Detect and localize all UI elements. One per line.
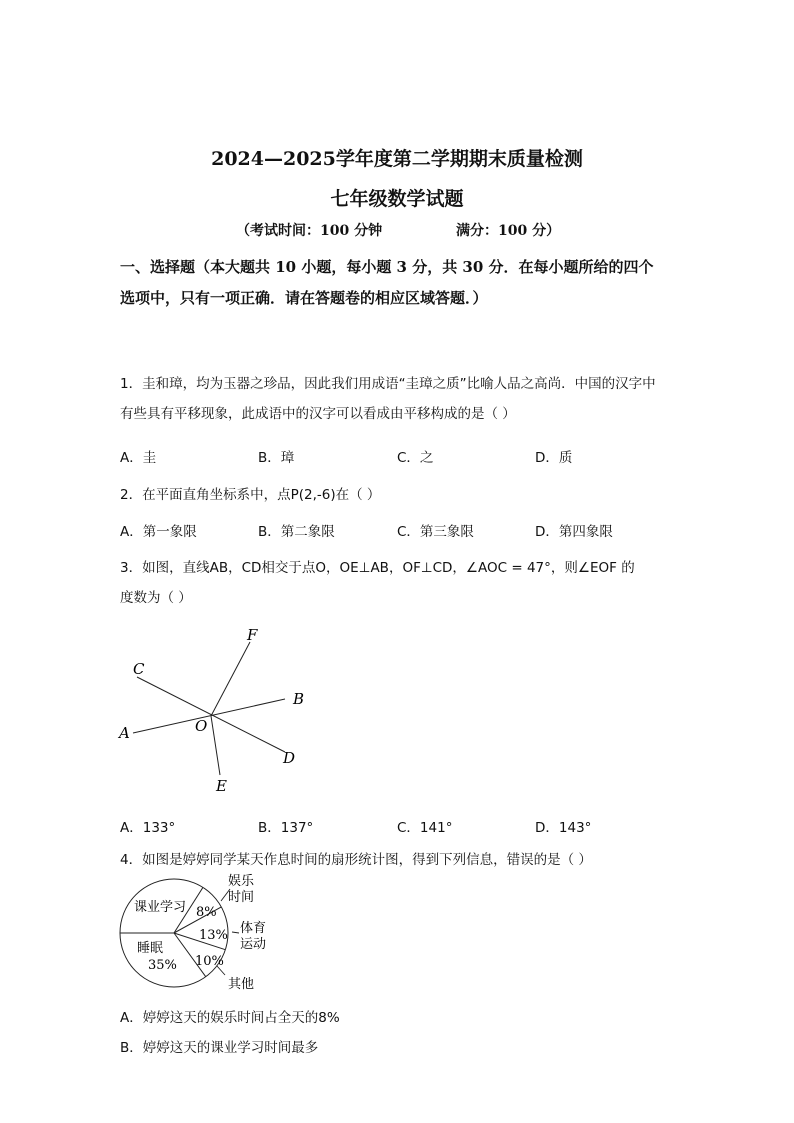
pie-label-other: 其他 (228, 977, 255, 992)
section-heading-line1: 一、选择题（本大题共 10 小题，每小题 3 分，共 30 分．在每小题所给的四个 (120, 258, 654, 276)
q1-option-d: D．质 (535, 450, 573, 466)
q1-option-c: C．之 (397, 450, 434, 466)
pie-value-sports: 13% (199, 928, 228, 943)
q4-line1: 4．如图是婷婷同学某天作息时间的扇形统计图，得到下列信息，错误的是（ ） (120, 852, 592, 868)
pie-label-sports-2: 运动 (240, 937, 267, 952)
ray-of (211, 642, 250, 716)
q1-option-b: B．璋 (258, 450, 295, 466)
pie-value-other: 10% (195, 954, 224, 969)
q1-line1: 1．圭和璋，均为玉器之珍品，因此我们用成语“圭璋之质”比喻人品之高尚．中国的汉字中 (120, 376, 656, 392)
q3-option-b: B．137° (258, 820, 314, 836)
pie-value-sleep: 35% (148, 958, 177, 973)
q2-line1: 2．在平面直角坐标系中，点P(2,-6)在（ ） (120, 487, 381, 503)
pie-label-entertainment-1: 娱乐 (228, 874, 255, 889)
q3-line1: 3．如图，直线AB，CD相交于点O，OE⊥AB，OF⊥CD，∠AOC = 47°，则∠EOF 的 (120, 560, 635, 576)
q1-option-a: A．圭 (120, 450, 157, 466)
q4-option-a: A．婷婷这天的娱乐时间占全天的8% (120, 1010, 340, 1026)
exam-title: 2024—2025学年度第二学期期末质量检测 (211, 148, 583, 170)
q2-option-b: B．第二象限 (258, 524, 335, 540)
label-c: C (133, 660, 145, 678)
label-a: A (119, 724, 130, 742)
q2-option-c: C．第三象限 (397, 524, 474, 540)
exam-score: 满分：100 分） (456, 223, 561, 239)
label-f: F (247, 626, 258, 644)
exam-time: （考试时间：100 分钟 (236, 223, 383, 239)
pie-label-entertainment-2: 时间 (228, 890, 255, 905)
q1-line2: 有些具有平移现象，此成语中的汉字可以看成由平移构成的是（ ） (120, 406, 516, 422)
q3-line2: 度数为（ ） (120, 590, 192, 606)
label-e: E (216, 777, 227, 795)
q2-option-d: D．第四象限 (535, 524, 613, 540)
pie-label-sleep: 睡眠 (137, 941, 164, 956)
pie-label-study: 课业学习 (134, 900, 187, 915)
section-heading-line2: 选项中，只有一项正确．请在答题卷的相应区域答题．） (120, 289, 488, 307)
q3-option-c: C．141° (397, 820, 453, 836)
q3-option-d: D．143° (535, 820, 592, 836)
ray-oe (211, 716, 220, 775)
q4-option-b: B．婷婷这天的课业学习时间最多 (120, 1040, 319, 1056)
pie-label-sports-1: 体育 (240, 921, 267, 936)
label-b: B (293, 690, 305, 708)
line-ab (133, 699, 285, 733)
label-o: O (195, 717, 208, 735)
pie-chart (110, 870, 290, 1000)
q3-figure (100, 615, 330, 805)
pie-value-entertainment: 8% (196, 905, 217, 920)
label-d: D (283, 749, 296, 767)
q2-option-a: A．第一象限 (120, 524, 197, 540)
exam-subtitle: 七年级数学试题 (330, 188, 464, 210)
q3-option-a: A．133° (120, 820, 176, 836)
line-cd (137, 677, 285, 752)
